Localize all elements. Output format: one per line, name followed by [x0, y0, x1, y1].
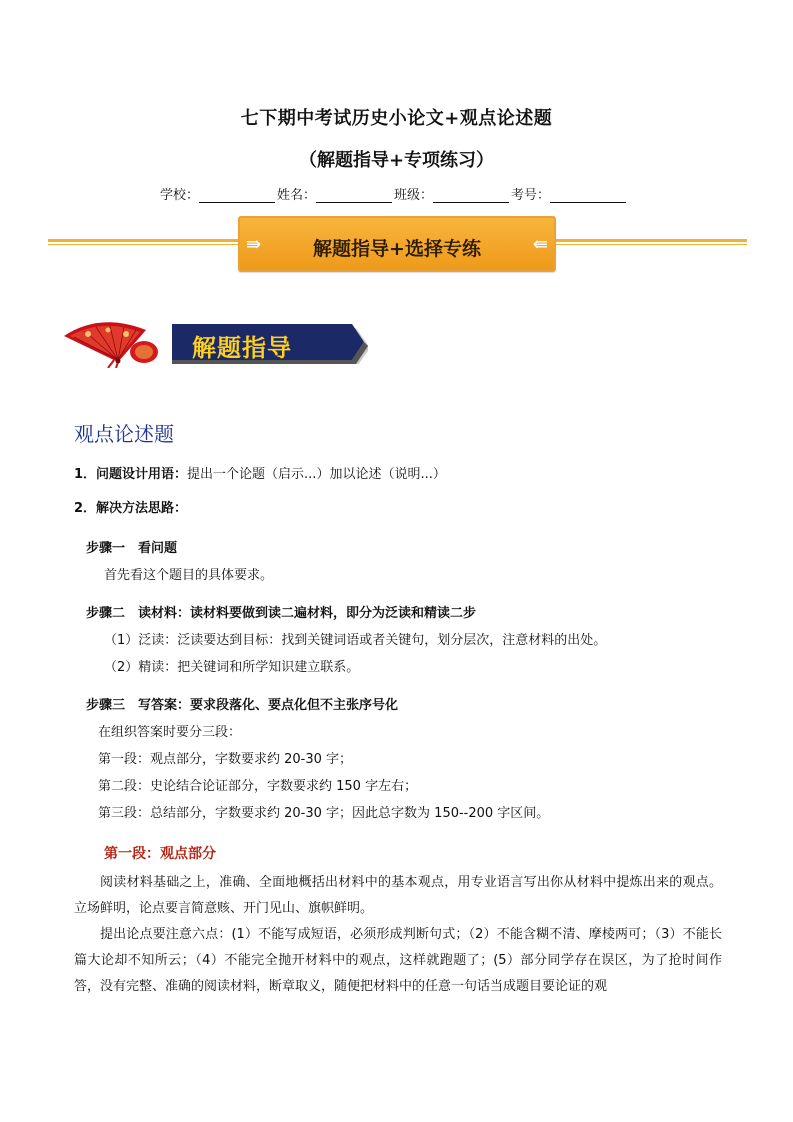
class-blank[interactable] [433, 188, 509, 203]
name-label: 姓名： [277, 188, 317, 203]
content-heading: 观点论述题 [74, 422, 174, 446]
id-label: 考号： [511, 188, 551, 203]
step-2-b: （2）精读：把关键词和所学知识建立联系。 [104, 660, 360, 675]
step-2-title: 步骤二 读材料：读材料要做到读二遍材料，即分为泛读和精读二步 [86, 606, 477, 621]
arrow-right-icon: ⇛ [246, 234, 262, 255]
item-1-text: 提出一个论题（启示...）加以论述（说明...） [187, 467, 446, 482]
section-tag-shape [172, 324, 368, 364]
paragraph-2: 提出论点要注意六点：(1）不能写成短语，必须形成判断句式；（2）不能含糊不清、摩棱两可；（3）不能长篇大论却不知所云；（4）不能完全抛开材料中的观点，这样就跑题了；(5）部分同学存在误区，为了抢时间作答，没有完整、准确的阅读材料，断章取义，随便把材料中的任意一句话当成题目要论证的观 [74, 927, 722, 994]
banner-line-right [555, 239, 747, 249]
step-3-title: 步骤三 写答案：要求段落化、要点化但不主张序号化 [86, 698, 399, 713]
fan-icon [60, 316, 160, 368]
step-3-part-2: 第二段：史论结合论证部分，字数要求约 150 字左右； [98, 779, 418, 794]
school-blank[interactable] [199, 188, 275, 203]
arrow-left-icon: ⇚ [532, 234, 548, 255]
step-3-part-3: 第三段：总结部分，字数要求约 20-30 字；因此总字数为 150--200 字区间。 [98, 806, 550, 821]
class-label: 班级： [394, 188, 434, 203]
banner-label: 解题指导+选择专练 [313, 238, 481, 260]
student-info-line [160, 184, 640, 203]
step-3-intro: 在组织答案时要分三段： [98, 725, 242, 740]
paragraph-1: 阅读材料基础之上，准确、全面地概括出材料中的基本观点，用专业语言写出你从材料中提炼出来的观点。立场鲜明，论点要言简意赅、开门见山、旗帜鲜明。 [74, 875, 722, 916]
item-1-label: 1．问题设计用语： [74, 467, 188, 482]
item-1 [74, 466, 446, 484]
name-blank[interactable] [316, 188, 392, 203]
school-label: 学校： [160, 188, 200, 203]
page-subtitle: （解题指导+专项练习） [298, 150, 495, 171]
part-1-title: 第一段：观点部分 [104, 846, 216, 862]
item-2-label: 2．解决方法思路： [74, 501, 188, 516]
step-1-title: 步骤一 看问题 [86, 541, 178, 556]
id-blank[interactable] [550, 188, 626, 203]
banner-line-left [48, 239, 240, 249]
banner-button [238, 216, 556, 272]
step-3-part-1: 第一段：观点部分，字数要求约 20-30 字； [98, 752, 353, 767]
step-2-a: （1）泛读：泛读要达到目标：找到关键词语或者关键句，划分层次，注意材料的出处。 [104, 633, 607, 648]
page-title: 七下期中考试历史小论文+观点论述题 [240, 108, 553, 129]
step-1-text: 首先看这个题目的具体要求。 [104, 568, 274, 583]
section-tag-label: 解题指导 [192, 333, 292, 362]
